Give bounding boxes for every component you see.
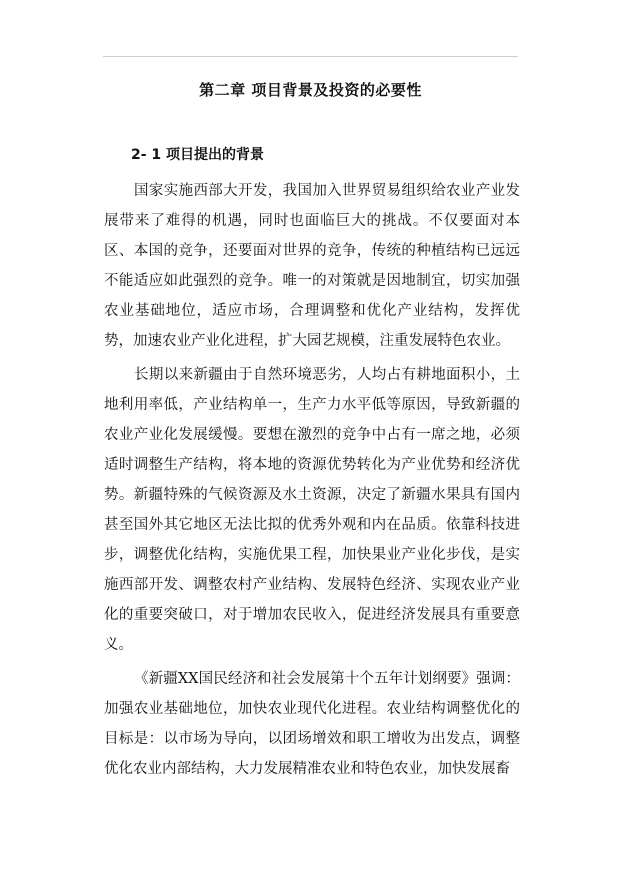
paragraph-2: 长期以来新疆由于自然环境恶劣，人均占有耕地面积小，土地利用率低，产业结构单一，生产力水平低等原因，导致新疆的农业产业化发展缓慢。要想在激烈的竞争中占有一席之地，必须适时调整生产结构，将本地的资源优势转化为产业优势和经济优势。新疆特殊的气候资源及水土资源，决定了新疆水果具有国内甚至国外其它地区无法比拟的优秀外观和内在品质。依靠科技进步，调整优化结构，实施优果工程，加快果业产业化步伐，是实施西部开发、调整农村产业结构、发展特色经济、实现农业产业化的重要突破口，对于增加农民收入，促进经济发展具有重要意义。 (104, 367, 520, 653)
section-number: 2- 1 (131, 147, 162, 163)
section-title: 项目提出的背景 (166, 147, 265, 163)
paragraph-3: 《新疆XX国民经济和社会发展第十个五年计划纲要》强调：加强农业基础地位，加快农业现代化进程。农业结构调整优化的目标是：以市场为导向，以团场增效和职工增收为出发点，调整优化农业内部结构，大力发展精准农业和特色农业，加快发展畜 (104, 671, 520, 777)
header-rule (103, 56, 518, 57)
body-text (104, 176, 520, 788)
paragraph-1: 国家实施西部大开发，我国加入世界贸易组织给农业产业发展带来了难得的机遇，同时也面临巨大的挑战。不仅要面对本区、本国的竞争，还要面对世界的竞争，传统的种植结构已远远不能适应如此强烈的竞争。唯一的对策就是因地制宜，切实加强农业基础地位，适应市场，合理调整和优化产业结构，发挥优势，加速农业产业化进程，扩大园艺规模，注重发展特色农业。 (104, 183, 520, 349)
chapter-title: 第二章 项目背景及投资的必要性 (199, 81, 422, 99)
section-heading (131, 145, 264, 165)
